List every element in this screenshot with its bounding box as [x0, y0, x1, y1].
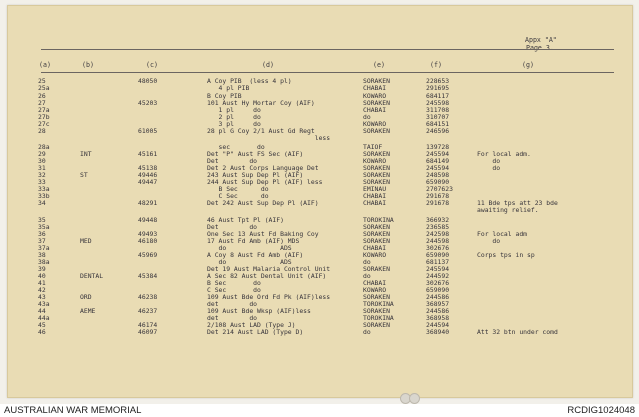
- cell-d: B Sec do: [207, 279, 261, 287]
- cell-d: One Sec 13 Aust Fd Baking Coy: [207, 230, 319, 238]
- cell-c: 46237: [138, 307, 158, 315]
- cell-a: 38: [38, 251, 46, 259]
- header-rule-top: [41, 49, 614, 50]
- cell-a: 30: [38, 157, 46, 165]
- cell-d: 17 Aust Fd Amb (AIF) MDS: [207, 237, 300, 245]
- cell-d: 2 pl do: [207, 113, 261, 121]
- cell-a: 46: [38, 328, 46, 336]
- cell-a: 25: [38, 77, 46, 85]
- cell-a: 40: [38, 272, 46, 280]
- cell-c: 49448: [138, 216, 158, 224]
- cell-g: do: [477, 157, 501, 165]
- cell-c: 49446: [138, 171, 158, 179]
- cell-e: SORAKEN: [363, 77, 390, 85]
- cell-e: SORAKEN: [363, 223, 390, 231]
- cell-a: 27a: [38, 106, 50, 114]
- cell-c: 48291: [138, 199, 158, 207]
- cell-e: SORAKEN: [363, 99, 390, 107]
- cell-a: 31: [38, 164, 46, 172]
- cell-e: do: [363, 258, 371, 266]
- cell-d: sec do: [207, 143, 265, 151]
- cell-d: C Sec do: [207, 192, 269, 200]
- cell-a: 43: [38, 293, 46, 301]
- cell-f: 368958: [426, 314, 450, 322]
- cell-e: SORAKEN: [363, 150, 390, 158]
- cell-f: 368940: [426, 328, 450, 336]
- cell-c: 46180: [138, 237, 158, 245]
- cell-f: 244598: [426, 237, 450, 245]
- cell-e: KOWARO: [363, 157, 387, 165]
- cell-d: Det 214 Aust LAD (Type D): [207, 328, 304, 336]
- col-header-b: (b): [82, 61, 94, 69]
- cell-b: INT: [80, 150, 92, 158]
- col-header-d: (d): [262, 61, 274, 69]
- cell-a: 25a: [38, 84, 50, 92]
- cell-d: Det "P" Aust FS Sec (AIF): [207, 150, 304, 158]
- cell-a: 38a: [38, 258, 50, 266]
- cell-g: Att 32 btn under comd: [477, 328, 558, 336]
- col-header-g: (g): [522, 61, 534, 69]
- cell-f: 2707623: [426, 185, 453, 193]
- cell-b: MED: [80, 237, 92, 245]
- cell-d: Det 242 Aust Sup Dep Pl (AIF): [207, 199, 319, 207]
- cell-e: SORAKEN: [363, 293, 390, 301]
- cell-d: B Sec do: [207, 185, 269, 193]
- cell-a: 36: [38, 230, 46, 238]
- cell-f: 659090: [426, 178, 450, 186]
- cell-d: 101 Aust Hy Mortar Coy (AIF): [207, 99, 315, 107]
- cell-f: 681137: [426, 258, 450, 266]
- cell-f: 368957: [426, 300, 450, 308]
- cell-e: CHABAI: [363, 192, 387, 200]
- col-header-f: (f): [430, 61, 442, 69]
- cell-e: TAIOF: [363, 143, 383, 151]
- cell-c: 61005: [138, 127, 158, 135]
- cell-e: SORAKEN: [363, 230, 390, 238]
- cell-e: CHABAI: [363, 279, 387, 287]
- cell-c: 46097: [138, 328, 158, 336]
- cell-e: SORAKEN: [363, 164, 390, 172]
- footer-source: AUSTRALIAN WAR MEMORIAL: [4, 405, 142, 416]
- cell-d: 2/108 Aust LAD (Type J): [207, 321, 296, 329]
- cell-a: 26: [38, 92, 46, 100]
- cell-g: For local adm: [477, 230, 528, 238]
- cell-a: 32: [38, 171, 46, 179]
- cell-f: 311708: [426, 106, 450, 114]
- cell-e: TOROKINA: [363, 216, 394, 224]
- header-rule-bottom: [41, 72, 614, 73]
- cell-e: TOROKINA: [363, 314, 394, 322]
- cell-f: 244586: [426, 293, 450, 301]
- cell-a: 33: [38, 178, 46, 186]
- cell-d: A Coy PIB (less 4 pl): [207, 77, 292, 85]
- cell-b: AEME: [80, 307, 96, 315]
- cell-e: KOWARO: [363, 120, 387, 128]
- cell-a: 44a: [38, 314, 50, 322]
- cell-f: 291695: [426, 84, 450, 92]
- cell-e: SORAKEN: [363, 178, 390, 186]
- cell-a: 45: [38, 321, 46, 329]
- cell-a: 27b: [38, 113, 50, 121]
- cell-a: 43a: [38, 300, 50, 308]
- cell-d: A Sec 82 Aust Dental Unit (AIF): [207, 272, 327, 280]
- cell-d: det do: [207, 314, 258, 322]
- cell-d: Det 2 Aust Corps Language Det: [207, 164, 319, 172]
- cell-a: 35a: [38, 223, 50, 231]
- cell-a: 39: [38, 265, 46, 273]
- cell-d: Det do: [207, 223, 258, 231]
- cell-e: EMINAU: [363, 185, 387, 193]
- cell-f: 302676: [426, 244, 450, 252]
- cell-e: SORAKEN: [363, 321, 390, 329]
- cell-c: 45161: [138, 150, 158, 158]
- cell-b: DENTAL: [80, 272, 104, 280]
- cell-a: 34: [38, 199, 46, 207]
- cell-e: SORAKEN: [363, 171, 390, 179]
- footer-reference: RCDIG1024048: [567, 405, 635, 416]
- cell-e: do: [363, 328, 371, 336]
- cell-d: do ADS: [207, 244, 292, 252]
- cell-c: 45969: [138, 251, 158, 259]
- col-header-e: (e): [373, 61, 385, 69]
- cell-d: do ADS: [207, 258, 292, 266]
- cell-c: 49447: [138, 178, 158, 186]
- col-header-a: (a): [39, 61, 51, 69]
- cell-f: 139728: [426, 143, 450, 151]
- cell-f: 302676: [426, 279, 450, 287]
- cell-f: 228653: [426, 77, 450, 85]
- cell-d: less: [207, 134, 331, 142]
- cell-d: 109 Aust Bde Ord Fd Pk (AIF)less: [207, 293, 331, 301]
- cell-f: 245594: [426, 150, 450, 158]
- cell-a: 28: [38, 127, 46, 135]
- cell-d: 28 pl G Coy 2/1 Aust Gd Regt: [207, 127, 315, 135]
- cell-c: 45138: [138, 164, 158, 172]
- cell-a: 29: [38, 150, 46, 158]
- cell-a: 33a: [38, 185, 50, 193]
- cell-a: 37: [38, 237, 46, 245]
- cell-b: ORD: [80, 293, 92, 301]
- cell-f: 366932: [426, 216, 450, 224]
- cell-g: do: [477, 164, 501, 172]
- cell-f: 248598: [426, 171, 450, 179]
- document-page: [7, 5, 633, 398]
- cell-e: KOWARO: [363, 286, 387, 294]
- cell-g: do: [477, 237, 501, 245]
- cell-a: 44: [38, 307, 46, 315]
- punch-hole-right: [409, 393, 420, 404]
- appendix-title: Appx "A": [525, 36, 557, 44]
- cell-d: 4 pl PIB: [207, 84, 250, 92]
- cell-a: 28a: [38, 143, 50, 151]
- cell-a: 27: [38, 99, 46, 107]
- cell-e: CHABAI: [363, 199, 387, 207]
- cell-f: 245594: [426, 164, 450, 172]
- cell-d: 3 pl do: [207, 120, 261, 128]
- cell-f: 244592: [426, 272, 450, 280]
- cell-a: 33b: [38, 192, 50, 200]
- cell-c: 48050: [138, 77, 158, 85]
- cell-f: 242598: [426, 230, 450, 238]
- cell-g: Corps tps in sp: [477, 251, 535, 259]
- cell-f: 246596: [426, 127, 450, 135]
- cell-d: Det 19 Aust Malaria Control Unit: [207, 265, 331, 273]
- cell-f: 245598: [426, 99, 450, 107]
- cell-f: 659090: [426, 251, 450, 259]
- cell-f: 684149: [426, 157, 450, 165]
- cell-f: 244594: [426, 321, 450, 329]
- cell-d: A Coy 8 Aust Fd Amb (AIF): [207, 251, 304, 259]
- cell-c: 45203: [138, 99, 158, 107]
- cell-e: do: [363, 272, 371, 280]
- cell-f: 684151: [426, 120, 450, 128]
- cell-e: CHABAI: [363, 84, 387, 92]
- cell-g: For local adm.: [477, 150, 531, 158]
- cell-g: awaiting relief.: [477, 206, 539, 214]
- cell-a: 35: [38, 216, 46, 224]
- cell-c: 46174: [138, 321, 158, 329]
- cell-d: 109 Aust Bde Wksp (AIF)less: [207, 307, 311, 315]
- col-header-c: (c): [146, 61, 158, 69]
- cell-f: 245594: [426, 265, 450, 273]
- cell-a: 41: [38, 279, 46, 287]
- cell-e: CHABAI: [363, 244, 387, 252]
- cell-e: SORAKEN: [363, 127, 390, 135]
- cell-f: 659090: [426, 286, 450, 294]
- cell-d: B Coy PIB: [207, 92, 242, 100]
- appendix-page: Page 3.: [526, 43, 554, 52]
- cell-d: 46 Aust Tpt Pl (AIF): [207, 216, 284, 224]
- cell-d: Det do: [207, 157, 258, 165]
- cell-d: 243 Aust Sup Dep Pl (AIF): [207, 171, 304, 179]
- cell-e: SORAKEN: [363, 265, 390, 273]
- cell-d: 244 Aust Sup Dep Pl (AIF) less: [207, 178, 323, 186]
- cell-c: 45384: [138, 272, 158, 280]
- cell-f: 291678: [426, 192, 450, 200]
- cell-f: 291678: [426, 199, 450, 207]
- cell-c: 46238: [138, 293, 158, 301]
- cell-a: 37a: [38, 244, 50, 252]
- cell-f: 236585: [426, 223, 450, 231]
- cell-f: 244586: [426, 307, 450, 315]
- cell-e: SORAKEN: [363, 307, 390, 315]
- cell-e: KOWARO: [363, 92, 387, 100]
- cell-e: CHABAI: [363, 106, 387, 114]
- cell-f: 684117: [426, 92, 450, 100]
- cell-d: 1 pl do: [207, 106, 261, 114]
- archive-footer: [0, 404, 639, 417]
- cell-a: 27c: [38, 120, 50, 128]
- cell-g: 11 Bde tps att 23 bde: [477, 199, 558, 207]
- cell-c: 49493: [138, 230, 158, 238]
- cell-d: det do: [207, 300, 258, 308]
- cell-e: TOROKINA: [363, 300, 394, 308]
- cell-e: do: [363, 113, 371, 121]
- cell-e: KOWARO: [363, 251, 387, 259]
- cell-d: C Sec do: [207, 286, 261, 294]
- cell-a: 42: [38, 286, 46, 294]
- cell-b: ST: [80, 171, 88, 179]
- cell-f: 310707: [426, 113, 450, 121]
- cell-e: SORAKEN: [363, 237, 390, 245]
